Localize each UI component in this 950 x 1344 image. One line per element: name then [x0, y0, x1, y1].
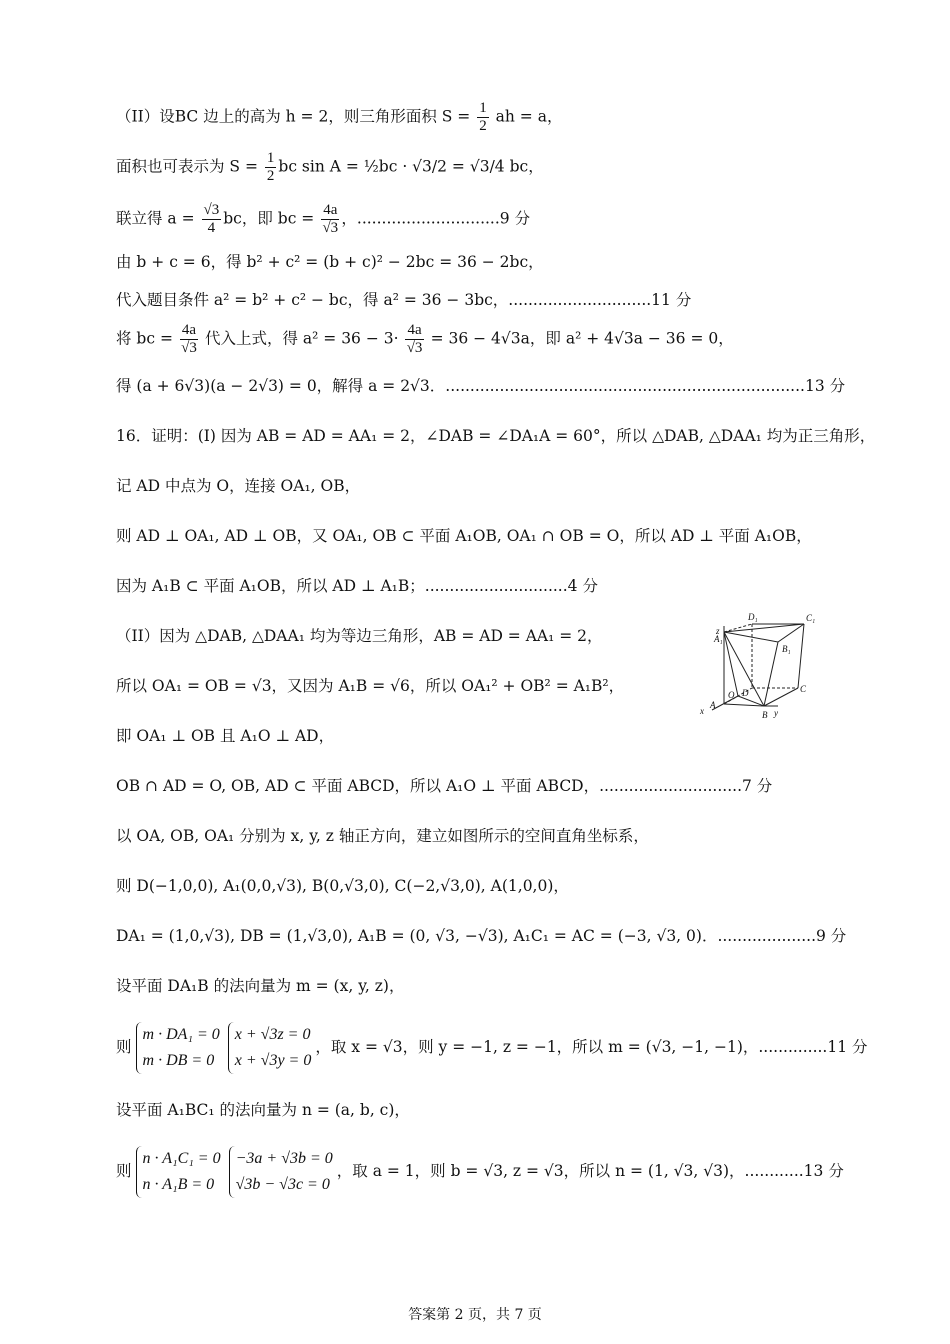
line-area-alt	[116, 150, 544, 185]
equation-system	[229, 1146, 333, 1198]
text: BC 边上的高为 h = 2，则三角形面积 S =	[174, 107, 476, 126]
line-vectors: DA₁ = (1,0,√3), DB = (1,√3,0), A₁B = (0, √3, −√3), A₁C₁ = AC = (−3, √3, 0)．....................9 分	[116, 927, 847, 945]
line-part-2: （II）因为 △DAB, △DAA₁ 均为等边三角形，AB = AD = AA₁ = 2，	[116, 627, 603, 645]
label-D1: D₁	[748, 612, 758, 622]
equation: n · A₁C₁ = 0	[142, 1150, 221, 1167]
line-normal-m: 设平面 DA₁B 的法向量为 m = (x, y, z)，	[116, 977, 405, 995]
line-perpendicular: 则 AD ⊥ OA₁, AD ⊥ OB，又 OA₁, OB ⊂ 平面 A₁OB, OA₁ ∩ OB = O，所以 AD ⊥ 平面 A₁OB，	[116, 527, 812, 545]
equation: −3a + √3b = 0	[235, 1150, 333, 1167]
line-sum: 由 b + c = 6，得 b² + c² = (b + c)² − 2bc = 36 − 2bc，	[116, 253, 544, 271]
text: = 36 − 4√3a，即 a² + 4√3a − 36 = 0，	[425, 329, 734, 348]
denominator: 2	[479, 118, 487, 134]
numerator: 1	[266, 150, 275, 166]
line-conclude-1: 因为 A₁B ⊂ 平面 A₁OB，所以 AD ⊥ A₁B；.............................4 分	[116, 577, 598, 595]
line-equation	[116, 322, 734, 357]
fraction	[477, 100, 489, 135]
text: ah = a，	[490, 107, 563, 126]
fraction	[321, 202, 339, 237]
fraction	[202, 202, 222, 237]
label-D: D	[742, 688, 749, 698]
line-system-n	[116, 1146, 844, 1198]
label-A: A	[710, 700, 716, 710]
label-y: y	[774, 708, 778, 718]
numerator: 4a	[323, 202, 338, 218]
line-q16-proof: 16．证明：(I) 因为 AB = AD = AA₁ = 2，∠DAB = ∠DA₁A = 60°，所以 △DAB, △DAA₁ 均为正三角形，	[116, 427, 876, 445]
equation: m · DA₁ = 0	[142, 1026, 220, 1043]
numerator: 1	[479, 100, 487, 116]
line-orthogonal: 即 OA₁ ⊥ OB 且 A₁O ⊥ AD，	[116, 727, 335, 745]
text: 则	[116, 1038, 132, 1056]
numerator: √3	[203, 202, 220, 218]
label-z: z	[716, 626, 720, 636]
line-lengths: 所以 OA₁ = OB = √3，又因为 A₁B = √6，所以 OA₁² + OB² = A₁B²，	[116, 677, 625, 695]
line-points: 则 D(−1,0,0), A₁(0,0,√3), B(0,√3,0), C(−2,√3,0), A(1,0,0)，	[116, 877, 569, 895]
label-A1: A₁	[714, 634, 723, 644]
equation: n · A₁B = 0	[142, 1176, 215, 1193]
text: ，取 a = 1，则 b = √3, z = √3，所以 n = (1, √3, √3)，............13 分	[336, 1162, 844, 1180]
equation: √3b − √3c = 0	[235, 1176, 330, 1193]
label-B: B	[762, 710, 768, 720]
denominator: 4	[207, 220, 216, 236]
line-substitute: 代入题目条件 a² = b² + c² − bc，得 a² = 36 − 3bc，.............................11 分	[116, 291, 692, 309]
equation-system	[228, 1022, 312, 1074]
denominator: √3	[181, 340, 197, 356]
text: 将 bc =	[116, 329, 178, 348]
label-C: C	[800, 684, 807, 694]
text: bc sin A = ½bc · √3/2 = √3/4 bc，	[278, 157, 544, 176]
equation: x + √3z = 0	[234, 1026, 311, 1043]
equation-system	[136, 1146, 221, 1198]
text: 面积也可表示为 S =	[116, 157, 263, 176]
prism-figure	[694, 608, 824, 720]
text: ，.............................9 分	[341, 209, 531, 228]
line-plane: OB ∩ AD = O, OB, AD ⊂ 平面 ABCD，所以 A₁O ⊥ 平面 ABCD，.............................7 分	[116, 777, 773, 795]
text: 代入上式，得 a² = 36 − 3·	[200, 329, 404, 348]
equation: x + √3y = 0	[234, 1052, 312, 1069]
text: bc，即 bc =	[223, 209, 320, 228]
text: ，取 x = √3，则 y = −1, z = −1，所以 m = (√3, −1, −1)，..............11 分	[315, 1038, 868, 1056]
fraction	[405, 322, 423, 357]
text: 联立得 a =	[116, 209, 200, 228]
line-combine	[116, 202, 530, 237]
numerator: 4a	[181, 322, 197, 338]
text: 则	[116, 1162, 132, 1180]
line-solve: 得 (a + 6√3)(a − 2√3) = 0，解得 a = 2√3．.........................................................................13 分	[116, 377, 846, 395]
line-system-m	[116, 1022, 868, 1074]
equation: m · DB = 0	[142, 1052, 215, 1069]
equation-system	[136, 1022, 220, 1074]
denominator: 2	[266, 168, 275, 184]
line-area-formula	[116, 100, 562, 135]
line-coord-system: 以 OA, OB, OA₁ 分别为 x, y, z 轴正方向，建立如图所示的空间直角坐标系，	[116, 827, 649, 845]
fraction	[180, 322, 198, 357]
denominator: √3	[322, 220, 339, 236]
line-normal-n: 设平面 A₁BC₁ 的法向量为 n = (a, b, c)，	[116, 1101, 410, 1119]
label-B1: B₁	[782, 644, 791, 654]
label-C1: C₁	[806, 613, 816, 623]
label-x: x	[700, 706, 704, 716]
denominator: √3	[406, 340, 423, 356]
line-midpoint: 记 AD 中点为 O，连接 OA₁, OB，	[116, 477, 361, 495]
numerator: 4a	[407, 322, 422, 338]
page-footer: 答案第 2 页，共 7 页	[408, 1307, 542, 1323]
label-O: O	[728, 690, 735, 700]
fraction	[265, 150, 277, 185]
text: （II）设	[116, 107, 175, 126]
